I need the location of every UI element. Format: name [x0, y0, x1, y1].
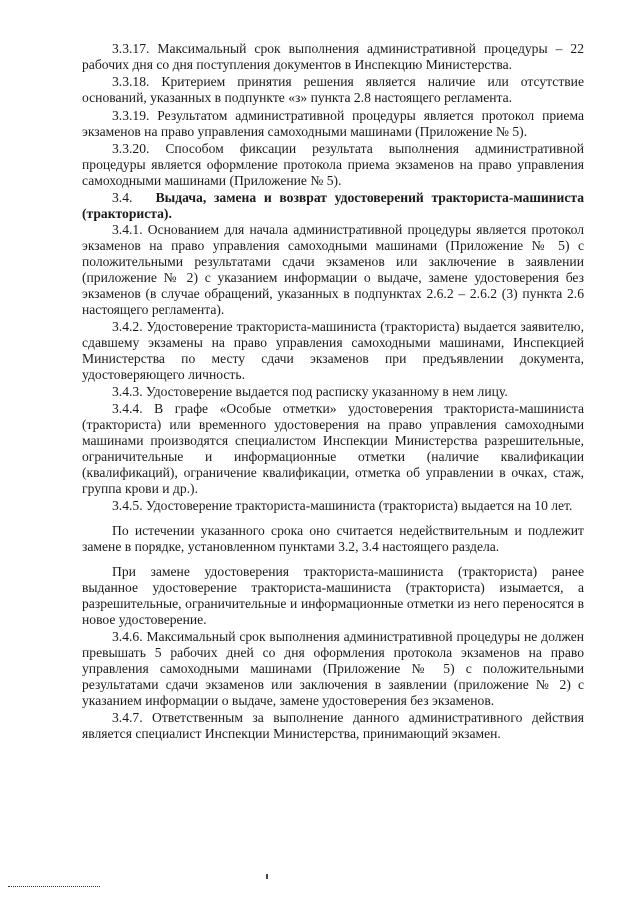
paragraph-3-3-20: 3.3.20. Способом фиксации результата выполнения административной процедуры является оформление протокола приема экзаменов на право управления самоходными машинами (Приложение № 5). [82, 140, 584, 188]
paragraph-3-4-5-replacement: При замене удостоверения тракториста-машиниста (тракториста) ранее выданное удостоверение тракториста-машиниста (тракториста) изымается, а разрешительные, ограничительные и информационные отметки из него переносятся в новое удостоверение. [82, 564, 584, 627]
section-number: 3.4. [112, 190, 133, 206]
paragraph-3-3-17: 3.3.17. Максимальный срок выполнения административной процедуры – 22 рабочих дня со дня поступления документов в Инспекцию Министерства. [82, 41, 584, 72]
paragraph-3-4-4: 3.4.4. В графе «Особые отметки» удостоверения тракториста-машиниста (тракториста) или временного удостоверения на право управления самоходными машинами производятся специалистом Инспекции Министерства разрешительные, ограничительные и информационные отметки (наличие квалификации (квалификаций), ограничение квалификации, отметка об управлении в очках, стаж, группа крови и др.). [82, 401, 584, 496]
paragraph-3-3-19: 3.3.19. Результатом административной процедуры является протокол приема экзаменов на право управления самоходными машинами (Приложение № 5). [82, 107, 584, 139]
footnote-separator [8, 886, 100, 887]
section-title: Выдача, замена и возврат удостоверений тракториста-машиниста (тракториста). [82, 190, 584, 222]
paragraph-3-3-18: 3.3.18. Критерием принятия решения является наличие или отсутствие оснований, указанных в подпункте «з» пункта 2.8 настоящего регламента. [82, 74, 584, 106]
document-page [82, 41, 584, 742]
scan-mark [266, 874, 268, 879]
paragraph-3-4-3: 3.4.3. Удостоверение выдается под расписку указанному в нем лицу. [112, 384, 508, 400]
section-heading-3-4 [82, 190, 584, 222]
paragraph-3-4-5-term: По истечении указанного срока оно считается недействительным и подлежит замене в порядке, установленном пунктами 3.2, 3.4 настоящего раздела. [82, 523, 584, 555]
paragraph-3-4-7: 3.4.7. Ответственным за выполнение данного административного действия является специалист Инспекции Министерства, принимающий экзамен. [82, 710, 584, 742]
paragraph-3-4-6: 3.4.6. Максимальный срок выполнения административной процедуры не должен превышать 5 рабочих дней со дня оформления протокола экзаменов на право управления самоходными машинами (Приложение № 5) с положительными результатами сдачи экзаменов или заключения в заявлении (приложение № 2) с указанием информации о выдаче, замене удостоверения без экзаменов. [82, 629, 584, 708]
paragraph-3-4-2: 3.4.2. Удостоверение тракториста-машиниста (тракториста) выдается заявителю, сдавшему экзамены на право управления самоходными машинами, Инспекцией Министерства по месту сдачи экзаменов при предъявлении документа, удостоверяющего личность. [82, 318, 584, 382]
paragraph-3-4-5: 3.4.5. Удостоверение тракториста-машиниста (тракториста) выдается на 10 лет. [112, 498, 573, 514]
paragraph-3-4-1: 3.4.1. Основанием для начала административной процедуры является протокол экзаменов на право управления самоходными машинами (Приложение № 5) с положительными результатами сдачи экзаменов или заключение в заявлении (приложение № 2) с указанием информации о выдаче, замене удостоверения без экзаменов (в случае обращений, указанных в подпунктах 2.6.2 – 2.6.2 (3) пункта 2.6 настоящего регламента). [82, 221, 584, 317]
